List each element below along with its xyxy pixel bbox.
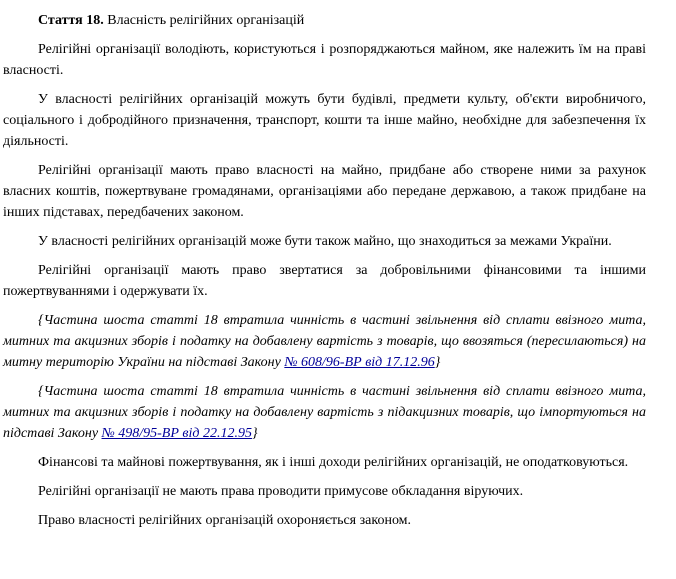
paragraph-property-sources: Релігійні організації мають право власності на майно, придбане або створене ними за рахунок власних коштів, пожертвуване громадянами, організаціями або передане державою, а також придбане на інших підставах, передбачених законом. [3, 163, 646, 220]
amendment-note-1-text: {Частина шоста статті 18 втратила чинність в частині звільнення від сплати ввізного мита, митних та акцизних зборів і податку на добавлену вартість з товарів, що ввозяться (пересилаються) на митну територію України на підставі Закону [3, 313, 646, 370]
amendment-note-1-closing-brace: } [434, 355, 441, 370]
paragraph-tax-exemption: Фінансові та майнові пожертвування, як і інші доходи релігійних організацій, не оподатковуються. [38, 455, 629, 470]
paragraph-donations-right: Релігійні організації мають право звертатися за добровільними фінансовими та іншими пожертвуваннями і одержувати їх. [3, 263, 646, 299]
amendment-note-2 [3, 381, 646, 444]
law-link-498-95-vr[interactable]: № 498/95-ВР від 22.12.95 [101, 426, 252, 441]
article-number: Стаття 18. [38, 13, 104, 28]
law-link-608-96-vr[interactable]: № 608/96-ВР від 17.12.96 [284, 355, 435, 370]
paragraph-property-types: У власності релігійних організацій можуть бути будівлі, предмети культу, об'єкти виробничого, соціального і добродійного призначення, транспорт, кошти та інше майно, необхідне для забезпечення їх діяльності. [3, 92, 646, 149]
paragraph-ownership-general: Релігійні організації володіють, користуються і розпоряджаються майном, яке належить їм на праві власності. [3, 42, 646, 78]
amendment-note-2-closing-brace: } [251, 426, 258, 441]
paragraph-no-forced-levies: Релігійні організації не мають права проводити примусове обкладання віруючих. [38, 484, 524, 499]
paragraph-property-abroad: У власності релігійних організацій може бути також майно, що знаходиться за межами України. [38, 234, 612, 249]
article-heading [3, 10, 646, 31]
amendment-note-2-text: {Частина шоста статті 18 втратила чинність в частині звільнення від сплати ввізного мита, митних та акцизних зборів і податку на добавлену вартість з підакцизних товарів, що імпортуються на підставі Закону [3, 384, 646, 441]
paragraph-property-protected-by-law: Право власності релігійних організацій охороняється законом. [38, 513, 412, 528]
amendment-note-1 [3, 310, 646, 373]
article-title: Власність релігійних організацій [103, 13, 305, 28]
